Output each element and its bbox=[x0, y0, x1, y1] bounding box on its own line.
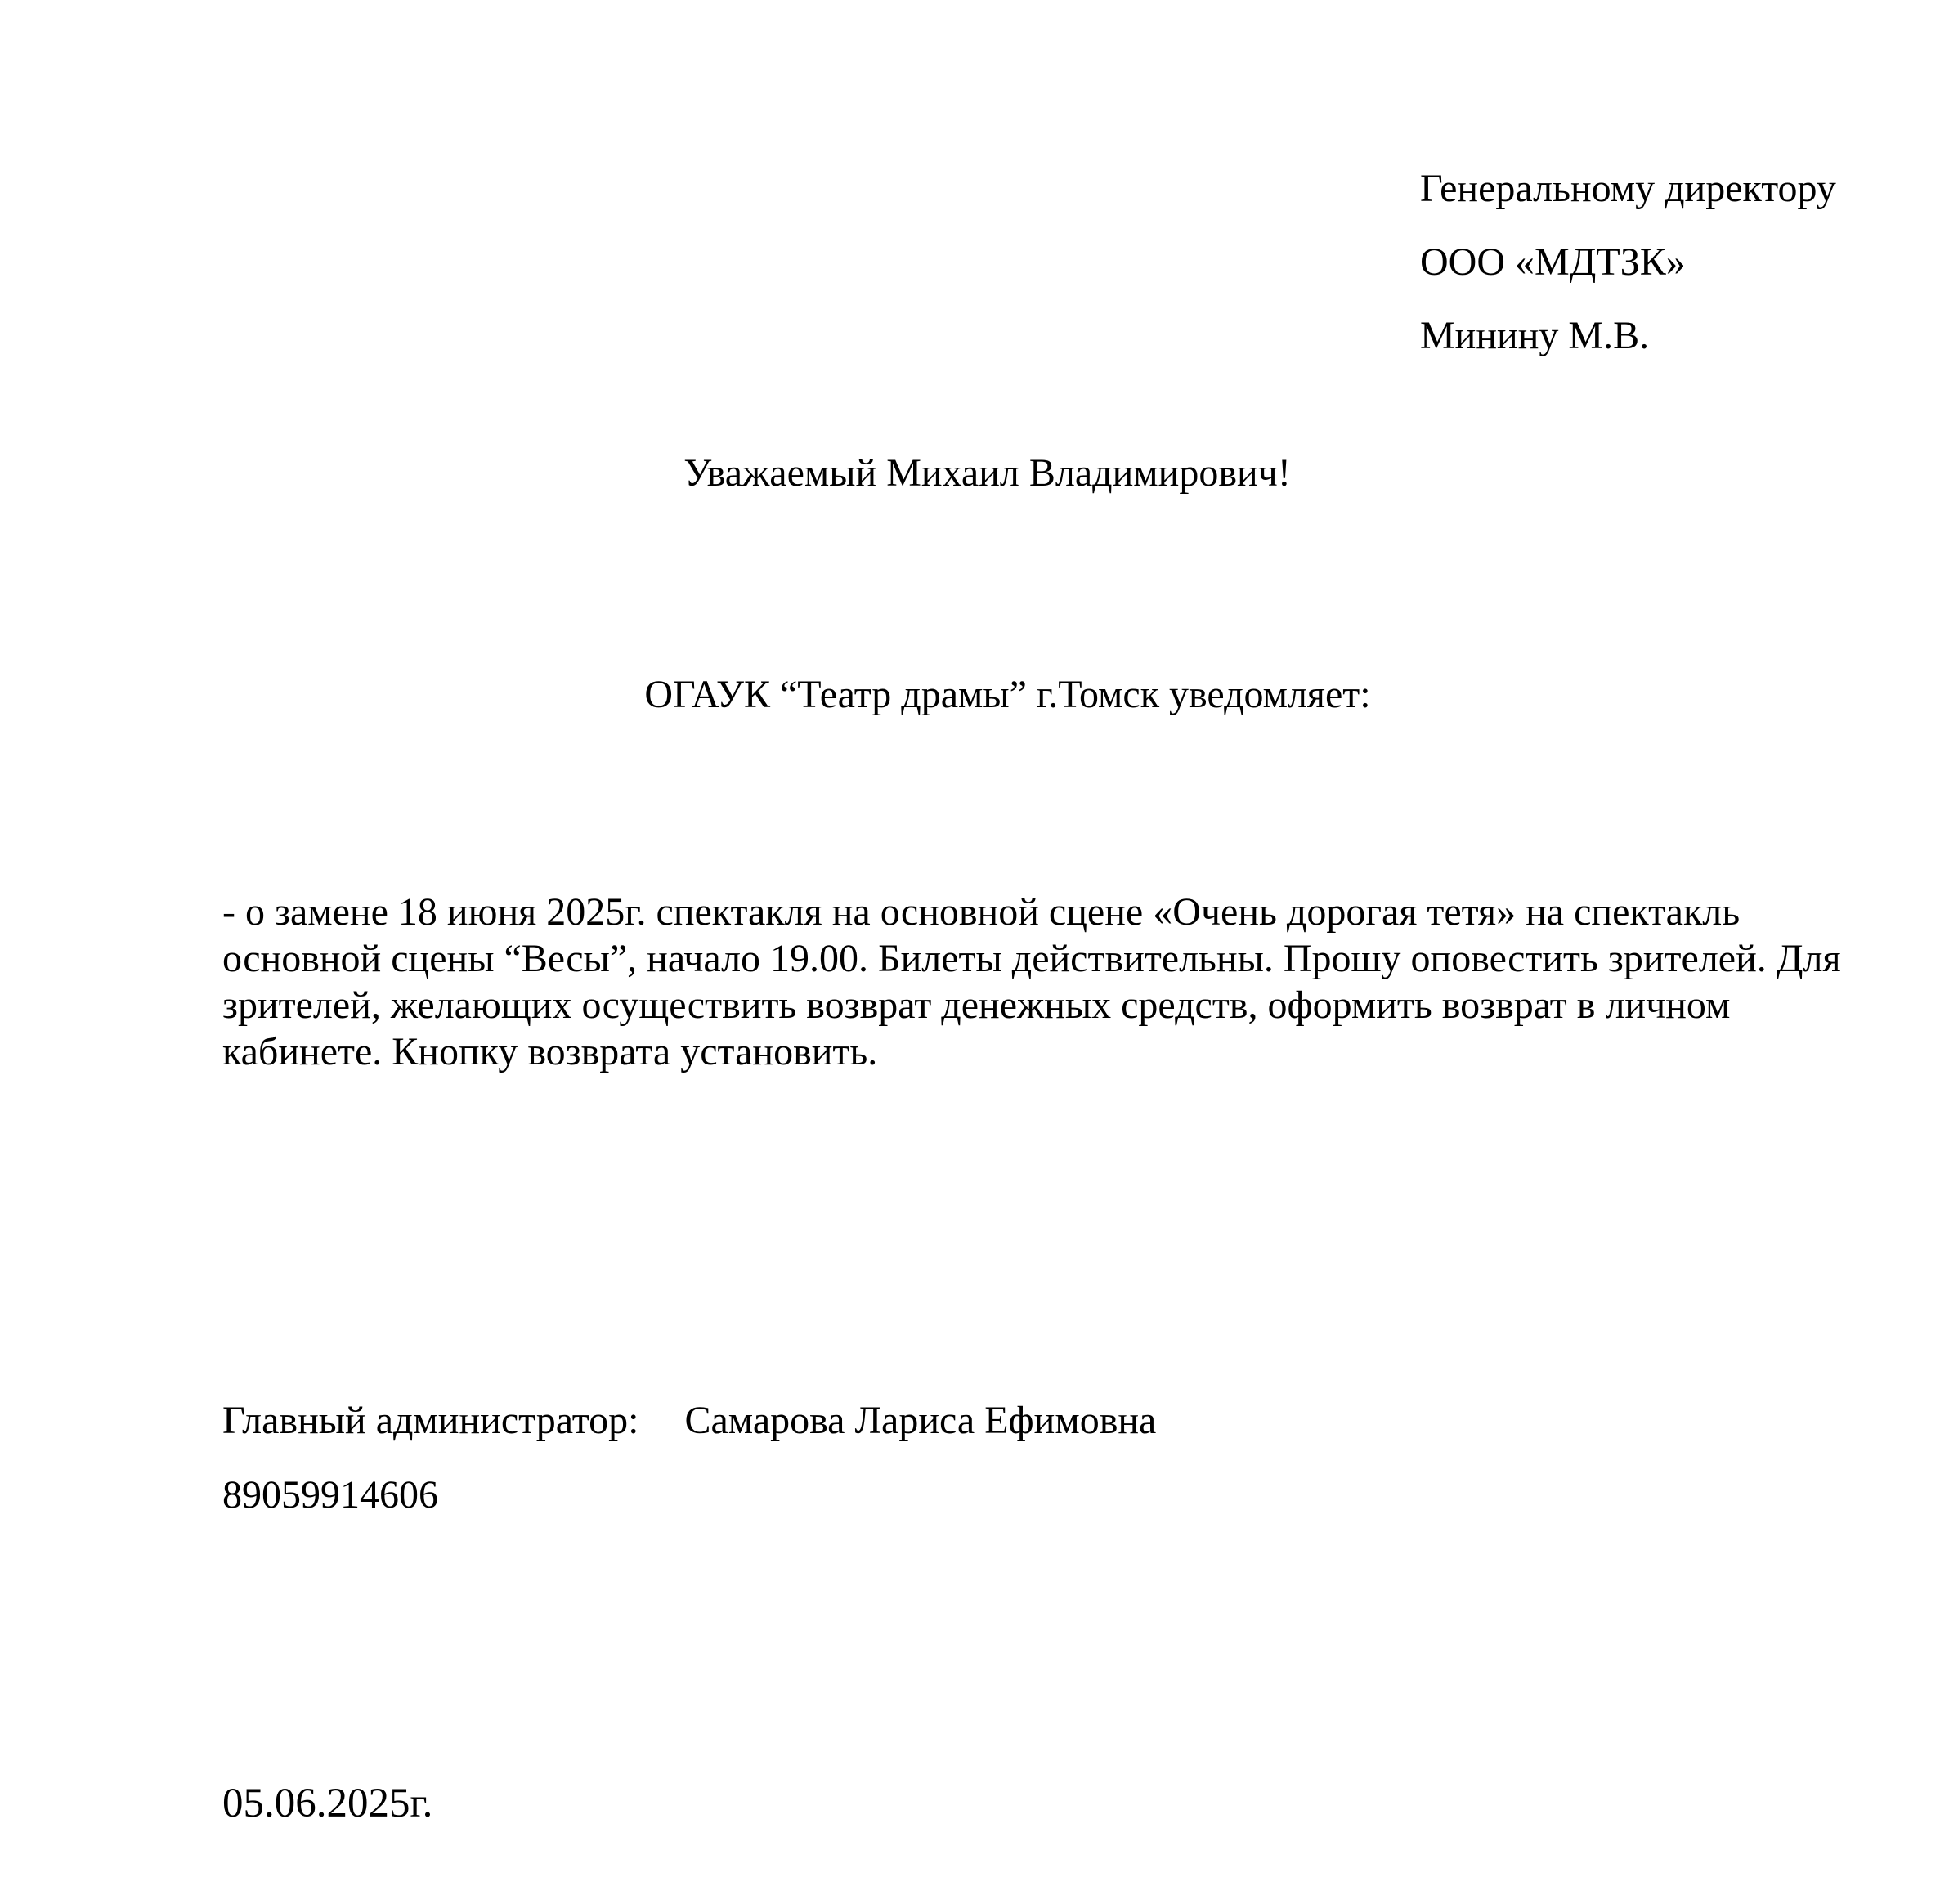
body-line: кабинете. Кнопку возврата установить. bbox=[222, 1030, 878, 1073]
addressee-company: ООО «МДТЗК» bbox=[1420, 240, 1686, 284]
signature-position: Главный администратор: bbox=[222, 1399, 639, 1442]
body-line: основной сцены “Весы”, начало 19.00. Билеты действительны. Прошу оповестить зрителей. Для bbox=[222, 937, 1841, 980]
contact-phone: 89059914606 bbox=[222, 1473, 438, 1516]
signature-name: Самарова Лариса Ефимовна bbox=[684, 1399, 1157, 1442]
salutation: Уважаемый Михаил Владимирович! bbox=[683, 451, 1291, 495]
document-date: 05.06.2025г. bbox=[222, 1781, 433, 1826]
addressee-name: Минину М.В. bbox=[1420, 314, 1650, 357]
notice-heading: ОГАУК “Театр драмы” г.Томск уведомляет: bbox=[644, 673, 1371, 716]
addressee-block bbox=[1420, 152, 1836, 373]
signature-row bbox=[222, 1393, 1156, 1449]
body-line: зрителей, желающих осуществить возврат денежных средств, оформить возврат в личном bbox=[222, 983, 1731, 1027]
body-line: - о замене 18 июня 2025г. спектакля на основной сцене «Очень дорогая тетя» на спектакль bbox=[222, 890, 1741, 934]
addressee-position: Генеральному директору bbox=[1420, 167, 1836, 210]
notice-body bbox=[222, 889, 1841, 1075]
